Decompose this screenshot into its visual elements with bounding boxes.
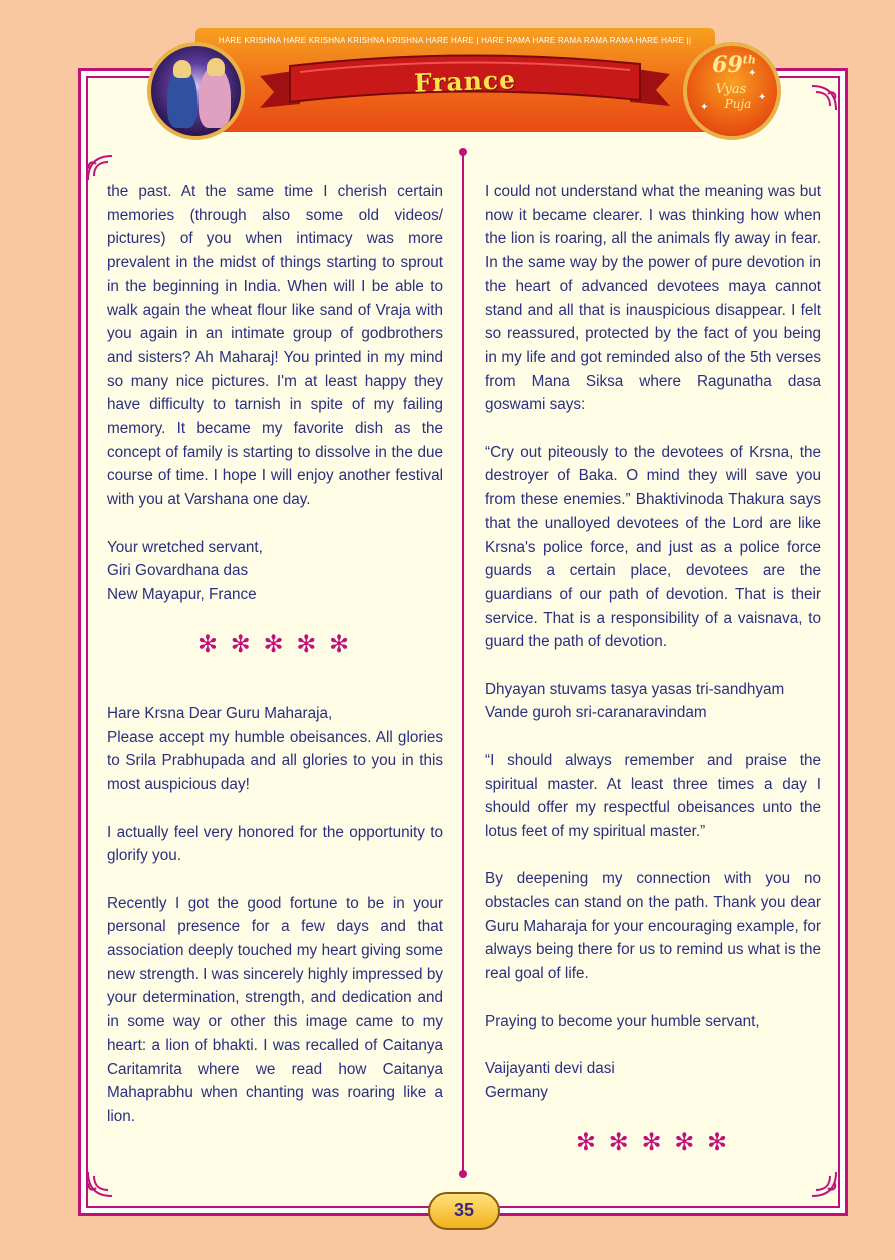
page-number: 35 — [453, 1200, 475, 1220]
verse-line: Vande guroh sri-caranaravindam — [485, 704, 707, 722]
sparkle-icon: ✦ — [700, 102, 709, 113]
column-divider — [462, 152, 464, 1174]
letter-paragraph: I actually feel very honored for the opportunity to glorify you. — [107, 823, 443, 865]
letter-paragraph: Praying to become your humble servant, — [485, 1012, 760, 1030]
sparkle-icon: ✦ — [748, 68, 757, 79]
badge-number: 69th — [712, 52, 756, 78]
chant-strip: HARE KRISHNA HARE KRISHNA KRISHNA KRISHNA HARE HARE | HARE RAMA HARE RAMA RAMA RAMA HARE HARE || — [218, 36, 692, 45]
verse-line: Dhyayan stuvams tasya yasas tri-sandhyam — [485, 680, 785, 698]
letter-paragraph: I could not understand what the meaning was but now it became clearer. I was thinking how when the lion is roaring, all the animals fly away in fear. In the same way by the power of pure devotion in the heart of advanced devotees maya cannot stand and all that is inauspicious disappear. I felt so reassured, protected by the fact of you being in my life and got reminded also of the 5th verses from Mana Siksa where Ragunatha dasa goswami says: — [485, 183, 821, 414]
signature-block — [107, 536, 443, 607]
section-title: France — [413, 65, 517, 98]
signature-block — [485, 1057, 821, 1104]
divider-dot-bottom — [459, 1170, 467, 1178]
divider-dot-top — [459, 148, 467, 156]
signature-location: New Mayapur, France — [107, 585, 257, 603]
left-column — [107, 180, 443, 1152]
badge-puja: Puja — [724, 97, 752, 111]
badge-vyas: Vyas — [715, 82, 747, 97]
sparkle-icon: ✦ — [758, 92, 767, 103]
signature-line: Your wretched servant, — [107, 538, 263, 556]
letter-paragraph: Recently I got the good fortune to be in your personal presence for a few days and that association deeply touched my heart giving some new strength. I was sincerely highly impressed by your determination, strength, and dedication and in some way or other this image came to my heart: a lion of bhakti. I was recalled of Caitanya Caritamrita where we read how Caitanya Mahaprabhu when chanting was roaring like a lion. — [107, 894, 443, 1125]
letter-paragraph: the past. At the same time I cherish certain memories (through also some old videos/ pictures) of you when intimacy was more prevalent in the midst of things starting to sprout in the beginning in India. When will I be able to walk again the wheat flour like sand of Vraja with you again in an intimate group of godbrothers and sisters? Ah Maharaj! You printed in my mind so many nice pictures. I'm at least happy they have difficulty to tarnish in spite of my failing memory. It became my favorite dish as the concept of family is starting to dissolve in the due course of time. I hope I will enjoy another festival with you at Varshana one day. — [107, 183, 443, 509]
letter-paragraph: Please accept my humble obeisances. All glories to Srila Prabhupada and all glories to you in this most auspicious day! — [107, 728, 443, 794]
asterisk-flower-icon: ✻ ✻ ✻ ✻ ✻ — [575, 1129, 731, 1157]
letter-salutation: Hare Krsna Dear Guru Maharaja, — [107, 705, 333, 723]
letter-paragraph: “Cry out piteously to the devotees of Krsna, the destroyer of Baka. O mind they will save you from these enemies.” Bhaktivinoda Thakura says that the unalloyed devotees of the Lord are like Krsna's police force, and just as a police force guards a certain place, devotees are the guardians of our path of devotion. That is their service. That is a responsibility of a vaisnava, to guard the path of devotion. — [485, 443, 821, 651]
asterisk-flower-icon: ✻ ✻ ✻ ✻ ✻ — [197, 631, 353, 659]
corner-swirl-icon — [806, 80, 840, 114]
signature-name: Giri Govardhana das — [107, 562, 249, 580]
signature-location: Germany — [485, 1083, 548, 1101]
letter-paragraph: By deepening my connection with you no obstacles can stand on the path. Thank you dear Guru Maharaja for your encouraging example, for always being there for us to remind us what is the real goal of life. — [485, 870, 821, 983]
right-column — [485, 180, 821, 1182]
corner-swirl-icon — [84, 150, 118, 184]
deity-portrait-icon — [147, 42, 245, 140]
corner-swirl-icon — [84, 1168, 118, 1202]
letter-paragraph: “I should always remember and praise the spiritual master. At least three times a day I should offer my respectful obeisances unto the lotus feet of my spiritual master.” — [485, 751, 821, 840]
verse-block — [485, 678, 821, 725]
signature-name: Vaijayanti devi dasi — [485, 1059, 615, 1077]
